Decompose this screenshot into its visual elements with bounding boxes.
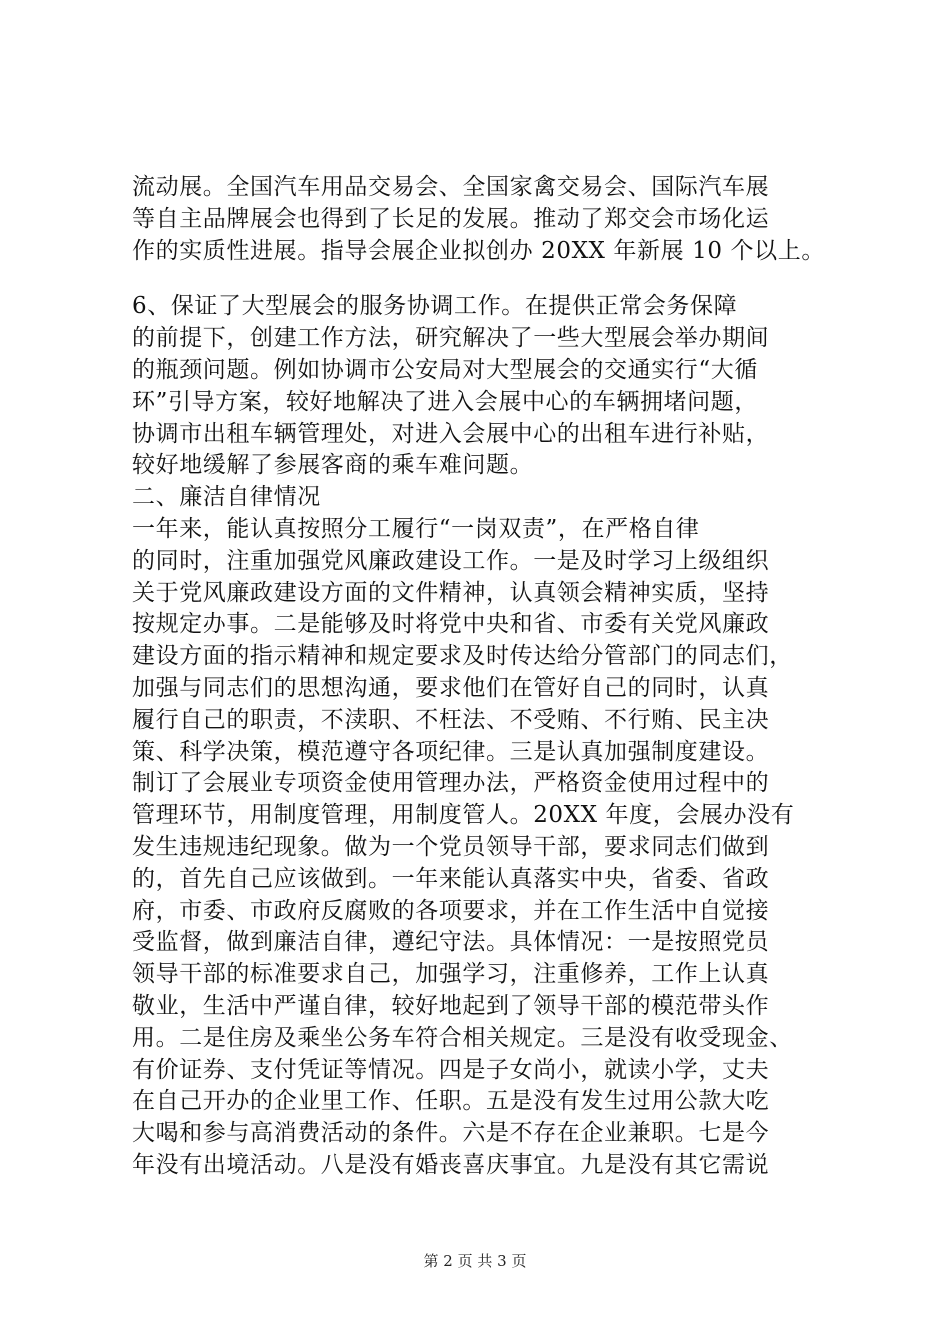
text-line: 策、科学决策，模范遵守各项纪律。三是认真加强制度建设。: [132, 738, 770, 765]
text-line: 年没有出境活动。八是没有婚丧喜庆事宜。九是没有其它需说: [132, 1151, 770, 1178]
text-line: 6、保证了大型展会的服务协调工作。在提供正常会务保障: [132, 293, 738, 320]
text-line: 作的实质性进展。指导会展企业拟创办 20XX 年新展 10 个以上。: [132, 237, 825, 264]
text-line: 在自己开办的企业里工作、任职。五是没有发生过用公款大吃: [132, 1088, 770, 1115]
text-line: 流动展。全国汽车用品交易会、全国家禽交易会、国际汽车展: [132, 174, 770, 200]
text-line: 按规定办事。二是能够及时将党中央和省、市委有关党风廉政: [132, 611, 770, 638]
text-line: 制订了会展业专项资金使用管理办法，严格资金使用过程中的: [132, 770, 770, 797]
text-line: 协调市出租车辆管理处，对进入会展中心的出租车进行补贴，: [132, 420, 770, 447]
text-line: 等自主品牌展会也得到了长足的发展。推动了郑交会市场化运: [132, 205, 770, 232]
text-line: 发生违规违纪现象。做为一个党员领导干部，要求同志们做到: [132, 833, 770, 860]
text-line: 建设方面的指示精神和规定要求及时传达给分管部门的同志们，: [132, 643, 793, 670]
text-line: 敬业，生活中严谨自律，较好地起到了领导干部的模范带头作: [132, 992, 770, 1019]
text-line: 的同时，注重加强党风廉政建设工作。一是及时学习上级组织: [132, 547, 770, 574]
text-line: 较好地缓解了参展客商的乘车难问题。: [132, 452, 534, 479]
text-line: 府，市委、市政府反腐败的各项要求，并在工作生活中自觉接: [132, 897, 770, 924]
text-line: 管理环节，用制度管理，用制度管人。20XX 年度，会展办没有: [132, 802, 795, 829]
document-body: [132, 172, 832, 1182]
text-line: 一年来，能认真按照分工履行“一岗双责”，在严格自律: [132, 515, 700, 542]
text-line: 环”引导方案，较好地解决了进入会展中心的车辆拥堵问题，: [132, 388, 758, 415]
text-line: 用。二是住房及乘坐公务车符合相关规定。三是没有收受现金、: [132, 1024, 793, 1051]
text-line: 关于党风廉政建设方面的文件精神，认真领会精神实质，坚持: [132, 579, 770, 606]
text-line: 大喝和参与高消费活动的条件。六是不存在企业兼职。七是今: [132, 1120, 770, 1147]
page-footer: 第 2 页 共 3 页: [423, 1252, 527, 1270]
text-line: 履行自己的职责，不渎职、不枉法、不受贿、不行贿、民主决: [132, 706, 770, 733]
section-heading: 二、廉洁自律情况: [132, 484, 321, 511]
text-line: 的前提下，创建工作方法，研究解决了一些大型展会举办期间: [132, 325, 770, 352]
text-line: 领导干部的标准要求自己，加强学习，注重修养，工作上认真: [132, 961, 770, 988]
text-line: 的，首先自己应该做到。一年来能认真落实中央，省委、省政: [132, 865, 770, 892]
text-line: 的瓶颈问题。例如协调市公安局对大型展会的交通实行“大循: [132, 356, 758, 383]
text-line: 加强与同志们的思想沟通，要求他们在管好自己的同时，认真: [132, 674, 770, 701]
text-line: 有价证券、支付凭证等情况。四是子女尚小，就读小学，丈夫: [132, 1056, 770, 1083]
paragraph-gap: [132, 267, 832, 291]
text-line: 受监督，做到廉洁自律，遵纪守法。具体情况：一是按照党员: [132, 929, 770, 956]
